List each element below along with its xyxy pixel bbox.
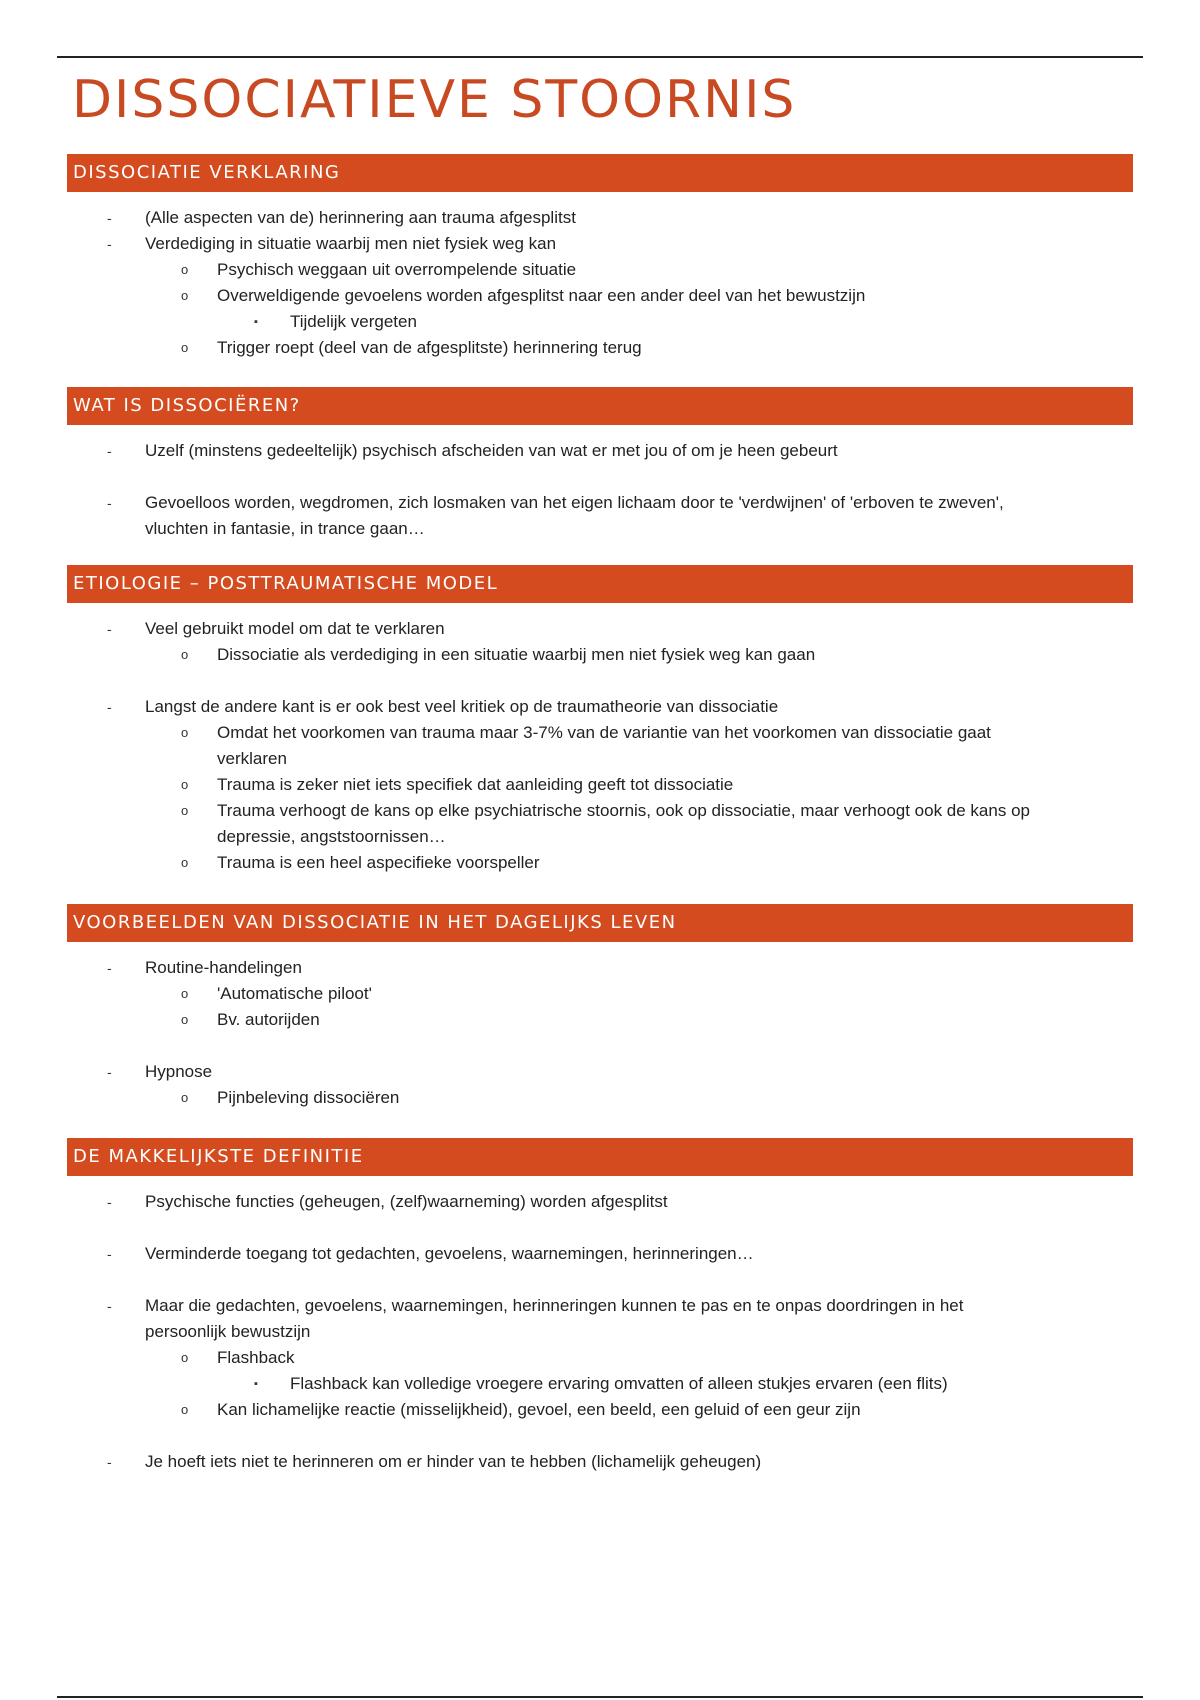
section-voorbeelden <box>67 904 1133 1111</box>
list-item: o Trigger roept (deel van de afgesplitste) herinnering terug <box>67 335 1133 361</box>
list-item: ▪ Tijdelijk vergeten <box>67 309 1133 335</box>
list-item: - Verminderde toegang tot gedachten, gevoelens, waarnemingen, herinneringen… <box>67 1241 1133 1267</box>
circle-bullet: o <box>181 1012 189 1027</box>
circle-bullet: o <box>181 647 189 662</box>
list-item: - Veel gebruikt model om dat te verklaren <box>67 616 1133 642</box>
section-wat-is-dissocieren <box>67 387 1133 542</box>
list-item: o Bv. autorijden <box>67 1007 1133 1033</box>
list-item: o Trauma verhoogt de kans op elke psychiatrische stoornis, ook op dissociatie, maar verhoogt ook de kans op <box>67 798 1133 824</box>
dash-bullet: - <box>107 495 112 511</box>
dash-bullet: - <box>107 699 112 715</box>
circle-bullet: o <box>181 262 189 277</box>
list-item: o Omdat het voorkomen van trauma maar 3-7% van de variantie van het voorkomen van dissociatie gaat <box>67 720 1133 746</box>
circle-bullet: o <box>181 1090 189 1105</box>
dash-bullet: - <box>107 1194 112 1210</box>
list-item: o Psychisch weggaan uit overrompelende situatie <box>67 257 1133 283</box>
section-etiologie <box>67 565 1133 876</box>
list-item: - Verdediging in situatie waarbij men niet fysiek weg kan <box>67 231 1133 257</box>
dash-bullet: - <box>107 443 112 459</box>
dash-bullet: - <box>107 1454 112 1470</box>
section-heading: DE MAKKELIJKSTE DEFINITIE <box>67 1138 1133 1176</box>
top-rule <box>57 56 1143 58</box>
circle-bullet: o <box>181 855 189 870</box>
list-item: o 'Automatische piloot' <box>67 981 1133 1007</box>
circle-bullet: o <box>181 777 189 792</box>
list-item: o Dissociatie als verdediging in een situatie waarbij men niet fysiek weg kan gaan <box>67 642 1133 668</box>
section-heading: ETIOLOGIE – POSTTRAUMATISCHE MODEL <box>67 565 1133 603</box>
bottom-rule <box>57 1696 1143 1698</box>
page-title: DISSOCIATIEVE STOORNIS <box>72 70 797 130</box>
section-heading: WAT IS DISSOCIËREN? <box>67 387 1133 425</box>
list-item-continuation: persoonlijk bewustzijn <box>145 1322 311 1341</box>
list-item: o Kan lichamelijke reactie (misselijkheid), gevoel, een beeld, een geluid of een geur zijn <box>67 1397 1133 1423</box>
dash-bullet: - <box>107 1064 112 1080</box>
square-bullet: ▪ <box>254 1378 258 1390</box>
list-item: - Gevoelloos worden, wegdromen, zich losmaken van het eigen lichaam door te 'verdwijnen' of 'erboven te zweven', <box>67 490 1133 516</box>
circle-bullet: o <box>181 340 189 355</box>
list-item: o Flashback <box>67 1345 1133 1371</box>
list-item: - Maar die gedachten, gevoelens, waarnemingen, herinneringen kunnen te pas en te onpas doordringen in het <box>67 1293 1133 1319</box>
list-item: o Trauma is een heel aspecifieke voorspeller <box>67 850 1133 876</box>
circle-bullet: o <box>181 288 189 303</box>
list-item: o Overweldigende gevoelens worden afgesplitst naar een ander deel van het bewustzijn <box>67 283 1133 309</box>
list-item: - (Alle aspecten van de) herinnering aan trauma afgesplitst <box>67 205 1133 231</box>
dash-bullet: - <box>107 960 112 976</box>
circle-bullet: o <box>181 803 189 818</box>
list-item: o Pijnbeleving dissociëren <box>67 1085 1133 1111</box>
dash-bullet: - <box>107 210 112 226</box>
list-item-continuation: verklaren <box>217 749 287 768</box>
section-dissociatie-verklaring <box>67 154 1133 361</box>
list-item: o Trauma is zeker niet iets specifiek dat aanleiding geeft tot dissociatie <box>67 772 1133 798</box>
list-item: - Hypnose <box>67 1059 1133 1085</box>
section-heading: VOORBEELDEN VAN DISSOCIATIE IN HET DAGELIJKS LEVEN <box>67 904 1133 942</box>
section-definitie <box>67 1138 1133 1475</box>
dash-bullet: - <box>107 621 112 637</box>
section-heading: DISSOCIATIE VERKLARING <box>67 154 1133 192</box>
circle-bullet: o <box>181 986 189 1001</box>
dash-bullet: - <box>107 1246 112 1262</box>
list-item-continuation: vluchten in fantasie, in trance gaan… <box>145 519 425 538</box>
circle-bullet: o <box>181 1350 189 1365</box>
list-item: - Langst de andere kant is er ook best veel kritiek op de traumatheorie van dissociatie <box>67 694 1133 720</box>
list-item: - Routine-handelingen <box>67 955 1133 981</box>
list-item-continuation: depressie, angststoornissen… <box>217 827 446 846</box>
list-item: - Uzelf (minstens gedeeltelijk) psychisch afscheiden van wat er met jou of om je heen gebeurt <box>67 438 1133 464</box>
dash-bullet: - <box>107 1298 112 1314</box>
list-item: - Psychische functies (geheugen, (zelf)waarneming) worden afgesplitst <box>67 1189 1133 1215</box>
list-item: - Je hoeft iets niet te herinneren om er hinder van te hebben (lichamelijk geheugen) <box>67 1449 1133 1475</box>
list-item: ▪ Flashback kan volledige vroegere ervaring omvatten of alleen stukjes ervaren (een flits) <box>67 1371 1133 1397</box>
circle-bullet: o <box>181 725 189 740</box>
dash-bullet: - <box>107 236 112 252</box>
circle-bullet: o <box>181 1402 189 1417</box>
square-bullet: ▪ <box>254 316 258 328</box>
